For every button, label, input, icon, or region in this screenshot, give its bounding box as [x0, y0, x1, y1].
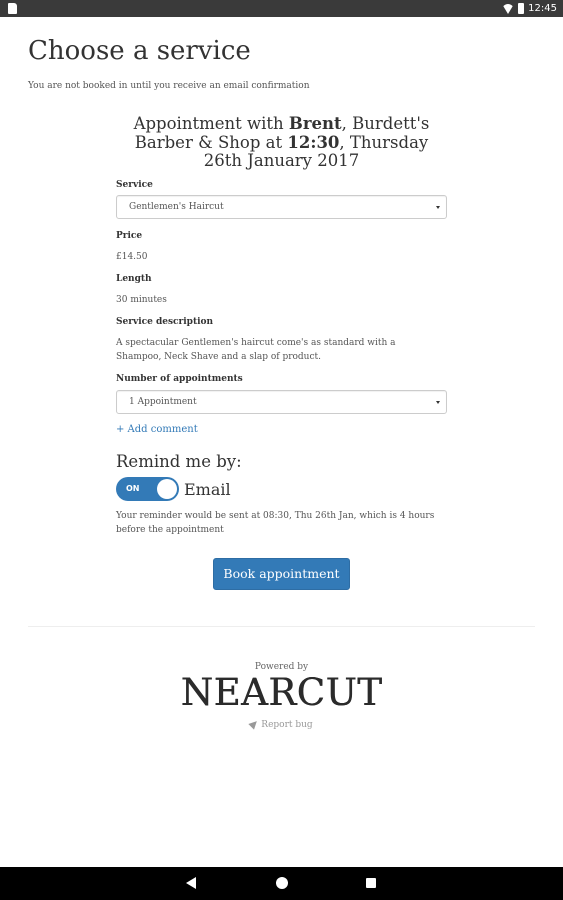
appointment-time: 12:30: [287, 132, 340, 152]
appointments-label: Number of appointments: [116, 374, 243, 384]
recent-apps-icon[interactable]: [366, 878, 376, 888]
description-value: A spectacular Gentlemen's haircut come's as standard with a Shampoo, Neck Shave and a slap of product.: [116, 338, 396, 362]
service-select[interactable]: [116, 195, 447, 219]
appointment-prefix: Appointment with: [133, 114, 289, 133]
sd-card-icon: [8, 3, 17, 14]
appointment-date: , Thursday 26th January 2017: [203, 132, 429, 170]
report-bug-link[interactable]: [0, 720, 563, 730]
toggle-knob: [157, 479, 177, 499]
appointments-select-value: 1 Appointment: [129, 397, 197, 407]
appointment-barber: Brent: [288, 114, 342, 133]
price-label: Price: [116, 231, 143, 241]
navigation-bar: [0, 867, 563, 900]
add-comment-link[interactable]: + Add comment: [116, 424, 198, 435]
report-bug-label: Report bug: [261, 720, 313, 730]
nearcut-logo[interactable]: NEARCUT: [180, 671, 383, 714]
appointments-select[interactable]: [116, 390, 447, 414]
remind-heading: Remind me by:: [116, 452, 242, 471]
length-value: 30 minutes: [116, 295, 167, 305]
home-icon[interactable]: [276, 877, 288, 889]
page-title: Choose a service: [28, 36, 251, 66]
paper-plane-icon: [249, 718, 260, 729]
description-label: Service description: [116, 317, 214, 327]
booking-notice: You are not booked in until you receive an email confirmation: [28, 81, 310, 91]
chevron-down-icon: [436, 206, 440, 209]
battery-icon: [518, 3, 524, 14]
service-label: Service: [116, 180, 153, 190]
wifi-icon: [502, 4, 514, 14]
back-icon[interactable]: [186, 877, 196, 889]
toggle-state-label: ON: [126, 484, 140, 493]
status-bar-right: [502, 0, 557, 17]
book-appointment-button[interactable]: Book appointment: [213, 558, 350, 590]
appointment-shop: , Burdett's Barber & Shop at: [134, 114, 430, 152]
appointment-summary: [116, 115, 447, 171]
service-select-value: Gentlemen's Haircut: [129, 202, 224, 212]
chevron-down-icon: [436, 401, 440, 404]
length-label: Length: [116, 274, 152, 284]
powered-by: Powered by: [254, 662, 309, 672]
reminder-info-text: Your reminder would be sent at 08:30, Thu 26th Jan, which is 4 hours before the appointment: [116, 511, 435, 535]
status-bar: [0, 0, 563, 17]
footer-divider: [28, 626, 535, 627]
email-reminder-toggle[interactable]: [116, 477, 179, 501]
status-time: 12:45: [528, 3, 557, 14]
reminder-channel-label: Email: [184, 480, 231, 499]
price-value: £14.50: [116, 252, 148, 262]
